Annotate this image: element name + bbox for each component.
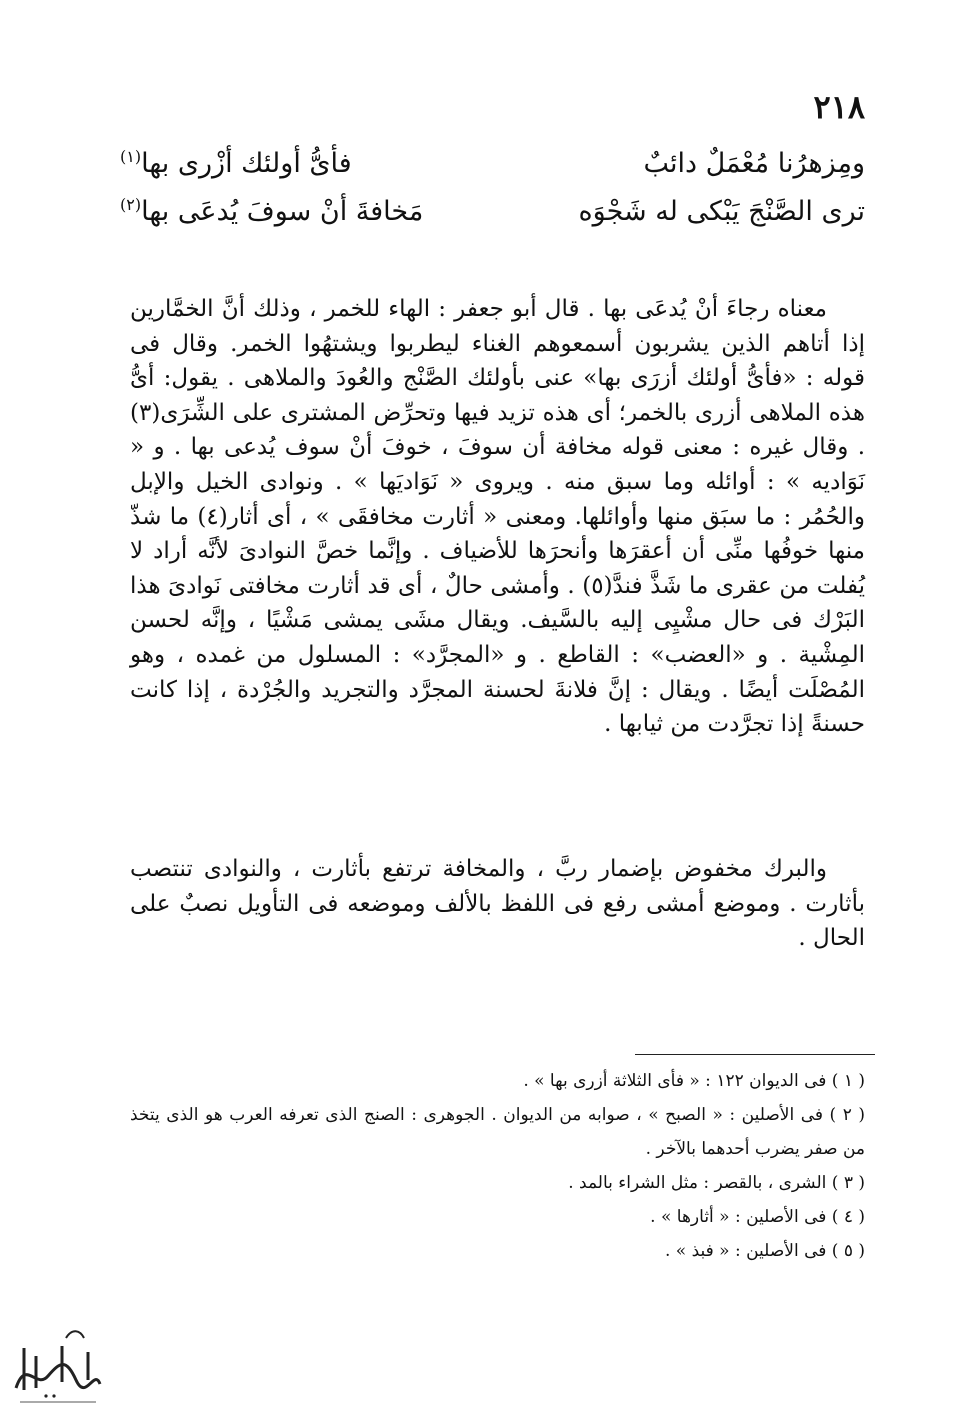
footnote-item: ( ٤ ) فى الأصلين : « أثارها » . <box>650 1207 865 1227</box>
verse-second-text: فأىُّ أولئك أزْرى بها <box>141 148 352 179</box>
verse-first-hemistich: ومِزهرُنا مُعْمَلٌ دائبٌ <box>643 148 865 179</box>
verse-second-hemistich <box>120 140 352 188</box>
footnotes <box>130 1064 865 1268</box>
footnote-item: ( ١ ) فى الديوان ١٢٢ : « فأى الثلاثة أزرى بها » . <box>523 1071 865 1091</box>
verse-line <box>120 188 865 236</box>
grammar-section <box>130 852 865 956</box>
library-stamp-logo <box>6 1318 106 1414</box>
footnote-separator <box>635 1054 875 1055</box>
footnote-marker: (٢) <box>120 195 142 214</box>
grammar-paragraph: والبرك مخفوض بإضمار ربَّ ، والمخافة ترتفع بأثارت ، والنوادى تنتصب بأثارت . وموضع أمشى رفع فى اللفظ بالألف وموضعه فى التأويل نصبٌ على الحال . <box>130 856 865 952</box>
footnote-item: ( ٣ ) الشرى ، بالقصر : مثل الشراء بالمد . <box>568 1173 865 1193</box>
commentary-paragraph: معناه رجاءَ أنْ يُدعَى بها . قال أبو جعفر : الهاء للخمر ، وذلك أنَّ الخمَّارين إذا أتاهم الذين يشربون أسمعوهم الغناء ليطربوا ويشتهُوا الخمر. وقال فى قوله : «فأىُّ أولئك أزرَى بها» عنى بأولئك الصَّنْج والعُودَ والملاهى . يقول: أىُّ هذه الملاهى أزرى بالخمر؛ أى هذه تزيد فيها وتحرِّض المشترى على الشِّرَى(٣) . وقال غيره : معنى قوله مخافة أن سوفَ ، خوفَ أنْ سوف يُدعى بها . و « نَوَاديه » : أوائله وما سبق منه . ويروى « نَوَاديَها » . ونوادى الخيل والإبل والحُمُر : ما سبَق منها وأوائلها. ومعنى « أثارت مخافقَى » ، أى أثار(٤) ما شذّ منها خوفُها منِّى أن أعقرَها وأنحرَها للأضياف . وإنَّما خصَّ النوادىَ لأنَّه أراد لا يُفلت من عقرى ما شَذَّ فندَّ(٥) . وأمشى حالٌ ، أى قد أثارت مخافتى نَوادىَ هذا البَرْك فى حال مشْيِى إليه بالسَّيف. ويقال مشَى يمشى مَشْيًا ، وإنَّه لحسن المِشْية . و «العضب» : القاطع . و «المجرَّد» : المسلول من غمده ، وهو المُصْلَت أيضًا . ويقال : إنَّ فلانةَ لحسنة المجرَّد والتجريد والجُرْدة ، إذا كانت حسنةً إذا تجرَّدت من ثيابها . <box>130 296 865 738</box>
verse-second-text: مَخافةَ أنْ سوفَ يُدعَى بها <box>141 196 424 227</box>
footnote-item: ( ٢ ) فى الأصلين : « الصبح » ، صوابه من الديوان . الجوهرى : الصنج الذى تعرفه العرب هو الذى يتخذ من صفر يضرب أحدهما بالآخر . <box>130 1105 865 1159</box>
verse-first-hemistich: ترى الصَّنْجَ يَبْكى له شَجْوَه <box>578 196 865 227</box>
commentary-section <box>130 292 865 742</box>
footnote-marker: (١) <box>120 147 142 166</box>
verse-second-hemistich <box>120 188 423 236</box>
verse-line <box>120 140 865 188</box>
poem-verses <box>120 140 865 236</box>
page-number: ٢١٨ <box>813 88 865 126</box>
footnote-item: ( ٥ ) فى الأصلين : « فبذ » . <box>664 1241 865 1261</box>
